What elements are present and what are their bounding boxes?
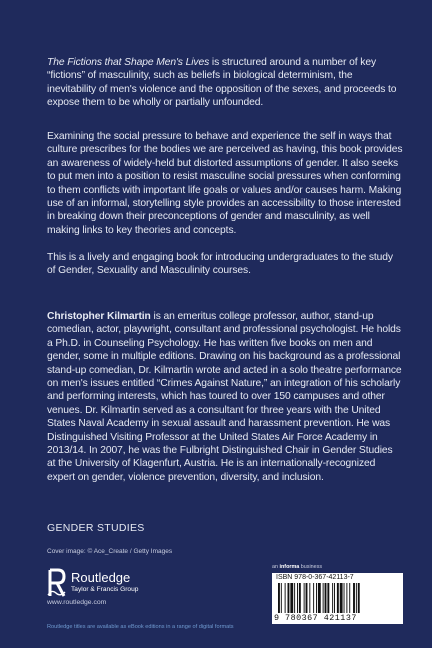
informa-business-label: [272, 564, 322, 570]
blurb-paragraph-1-text: is structured around a number of key “fictions” of masculinity, such as beliefs in biological determinism, the inevitability of men's violence and the opposition of the sexes, and proceeds to expose them to be wholly or partially unfounded.: [47, 57, 397, 109]
informa-prefix: an: [272, 564, 280, 570]
cover-image-credit: Cover image: © Ace_Create / Getty Images: [47, 548, 173, 555]
publisher-group: Taylor & Francis Group: [71, 586, 139, 593]
blurb-paragraph-3: This is a lively and engaging book for introducing undergraduates to the study of Gender, Sexuality and Masculinity courses.: [47, 252, 393, 277]
informa-suffix: business: [299, 564, 323, 570]
informa-brand: informa: [279, 564, 300, 570]
blurb-paragraph-2: Examining the social pressure to behave and experience the self in ways that culture prescribes for the bodies we are perceived as having, this book provides an awareness of widely-held but distorted assumptions of gender. It also seeks to put men into a position to resist masculine social pressures when conforming to them conflicts with important life goals or values and/or causes harm. Making use of an informal, storytelling style provides an accessibility to those interested in breaking down their preconceptions of gender and masculinity, as well making links to key theories and concepts.: [47, 131, 403, 236]
author-bio: [47, 310, 403, 484]
publisher-website: www.routledge.com: [47, 599, 107, 606]
barcode-digits: 9 780367 421137: [274, 613, 357, 623]
isbn-barcode-panel: [272, 573, 403, 624]
author-name: Christopher Kilmartin: [47, 311, 151, 322]
subject-category: GENDER STUDIES: [47, 522, 145, 534]
author-bio-text: is an emeritus college professor, author, stand-up comedian, actor, playwright, consultant and professional psychologist. He holds a Ph.D. in Counseling Psychology. He has written five books on men and gender, some in multiple editions. Drawing on his background as a professional stand-up comedian, Dr. Kilmartin wrote and acted in a solo theatre performance on men's issues entitled “Crimes Against Nature,” an integration of his scholarly and performing interests, which has toured to over 150 campuses and other venues. Dr. Kilmartin served as a consultant for three years with the United States Naval Academy in sexual assault and harassment prevention. He was Distinguished Visiting Professor at the United States Air Force Academy in 2013/14. In 2007, he was the Fulbright Distinguished Chair in Gender Studies at the University of Klagenfurt, Austria. He is an internationally-recognized expert on gender, violence prevention, diversity, and inclusion.: [47, 311, 402, 483]
publisher-name: Routledge: [71, 570, 131, 585]
ebook-note: Routledge titles are available as eBook editions in a range of digital formats: [47, 624, 234, 630]
routledge-r-logo-icon: [47, 568, 67, 598]
isbn-label: ISBN 978-0-367-42113-7: [276, 574, 354, 581]
book-title: The Fictions that Shape Men's Lives: [47, 57, 210, 68]
blurb-paragraph-1: [47, 56, 403, 110]
barcode-icon: [276, 583, 399, 613]
